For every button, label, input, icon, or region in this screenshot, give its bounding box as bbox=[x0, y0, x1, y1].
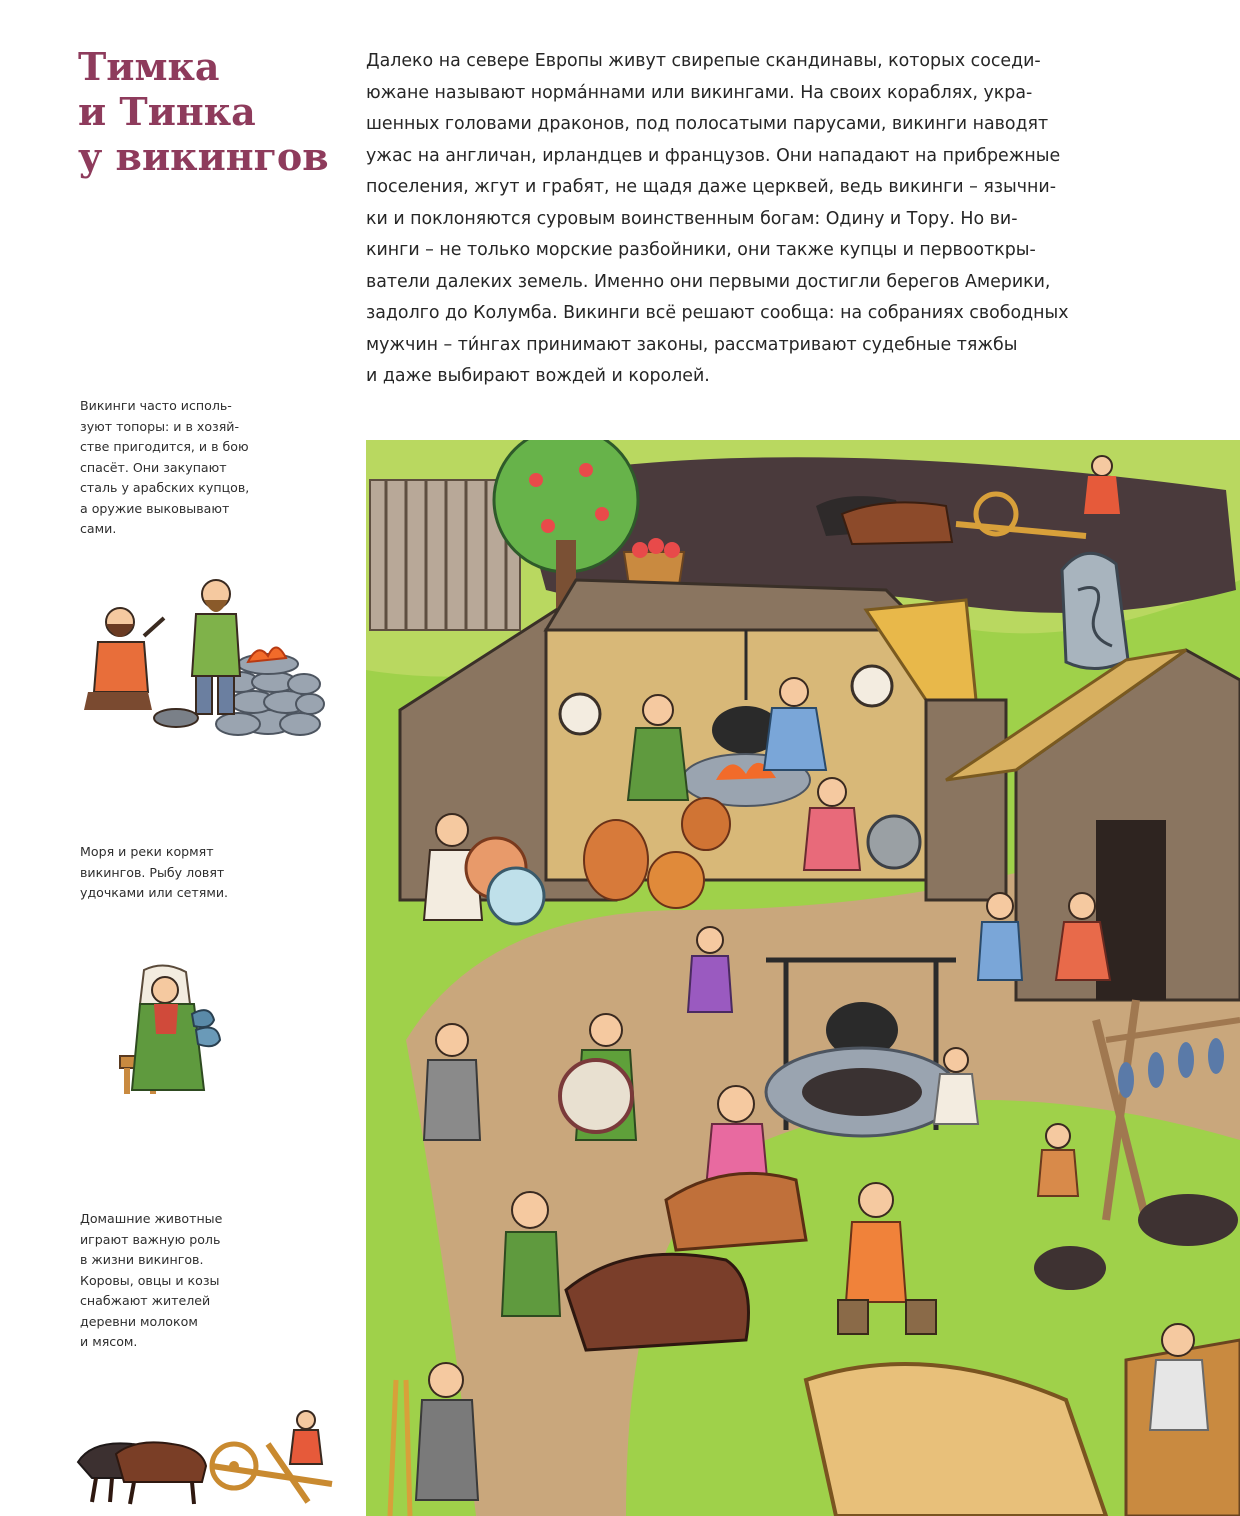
intro-line: мужчин – ти́нгах принимают законы, рассматривают судебные тяжбы bbox=[366, 334, 1018, 355]
caption-line: спасёт. Они закупают bbox=[80, 459, 227, 475]
caption-axes bbox=[80, 396, 249, 540]
viking-village-illustration bbox=[366, 440, 1240, 1516]
caption-line: играют важную роль bbox=[80, 1231, 221, 1247]
page-title-line: у викингов bbox=[78, 134, 329, 179]
caption-line: Домашние животные bbox=[80, 1211, 223, 1226]
intro-line: задолго до Колумба. Викинги всё решают сообща: на собраниях свободных bbox=[366, 303, 1069, 323]
intro-line: ватели далеких земель. Именно они первыми достигли берегов Америки, bbox=[366, 271, 1051, 292]
intro-line: шенных головами драконов, под полосатыми парусами, викинги наводят bbox=[366, 114, 1049, 134]
caption-line: а оружие выковывают bbox=[80, 500, 230, 516]
caption-line: сталь у арабских купцов, bbox=[80, 480, 250, 495]
caption-line: снабжают жителей bbox=[80, 1293, 211, 1308]
plough-illustration bbox=[72, 1404, 334, 1508]
caption-line: Коровы, овцы и козы bbox=[80, 1272, 220, 1288]
intro-line: кинги – не только морские разбойники, они также купцы и первооткры- bbox=[366, 240, 1036, 260]
page-title bbox=[78, 44, 328, 179]
caption-line: викингов. Рыбу ловят bbox=[80, 864, 225, 880]
fish-woman-illustration bbox=[114, 964, 234, 1098]
intro-paragraph bbox=[366, 46, 1186, 393]
caption-line: удочками или сетями. bbox=[80, 885, 229, 900]
page-title-line: Тимка bbox=[78, 44, 220, 89]
caption-line: зуют топоры: и в хозяй- bbox=[80, 418, 240, 434]
caption-line: Моря и реки кормят bbox=[80, 844, 214, 859]
caption-fish bbox=[80, 842, 228, 904]
blacksmiths-illustration bbox=[78, 572, 326, 744]
caption-line: и мясом. bbox=[80, 1334, 138, 1349]
intro-line: Далеко на севере Европы живут свирепые скандинавы, которых соседи- bbox=[366, 51, 1041, 71]
caption-line: Викинги часто исполь- bbox=[80, 398, 232, 413]
caption-line: деревни молоком bbox=[80, 1313, 198, 1329]
intro-line: южане называют норма́ннами или викингами. На своих кораблях, укра- bbox=[366, 82, 1033, 103]
caption-line: в жизни викингов. bbox=[80, 1252, 204, 1267]
intro-line: ужас на англичан, ирландцев и французов. Они нападают на прибрежные bbox=[366, 145, 1061, 166]
intro-line: поселения, жгут и грабят, не щадя даже церквей, ведь викинги – язычни- bbox=[366, 177, 1057, 197]
caption-line: сами. bbox=[80, 521, 117, 536]
page-title-line: и Тинка bbox=[78, 89, 256, 134]
intro-line: и даже выбирают вождей и королей. bbox=[366, 366, 710, 386]
caption-line: стве пригодится, и в бою bbox=[80, 439, 249, 454]
intro-line: ки и поклоняются суровым воинственным богам: Одину и Тору. Но ви- bbox=[366, 208, 1018, 229]
caption-animals bbox=[80, 1209, 222, 1353]
